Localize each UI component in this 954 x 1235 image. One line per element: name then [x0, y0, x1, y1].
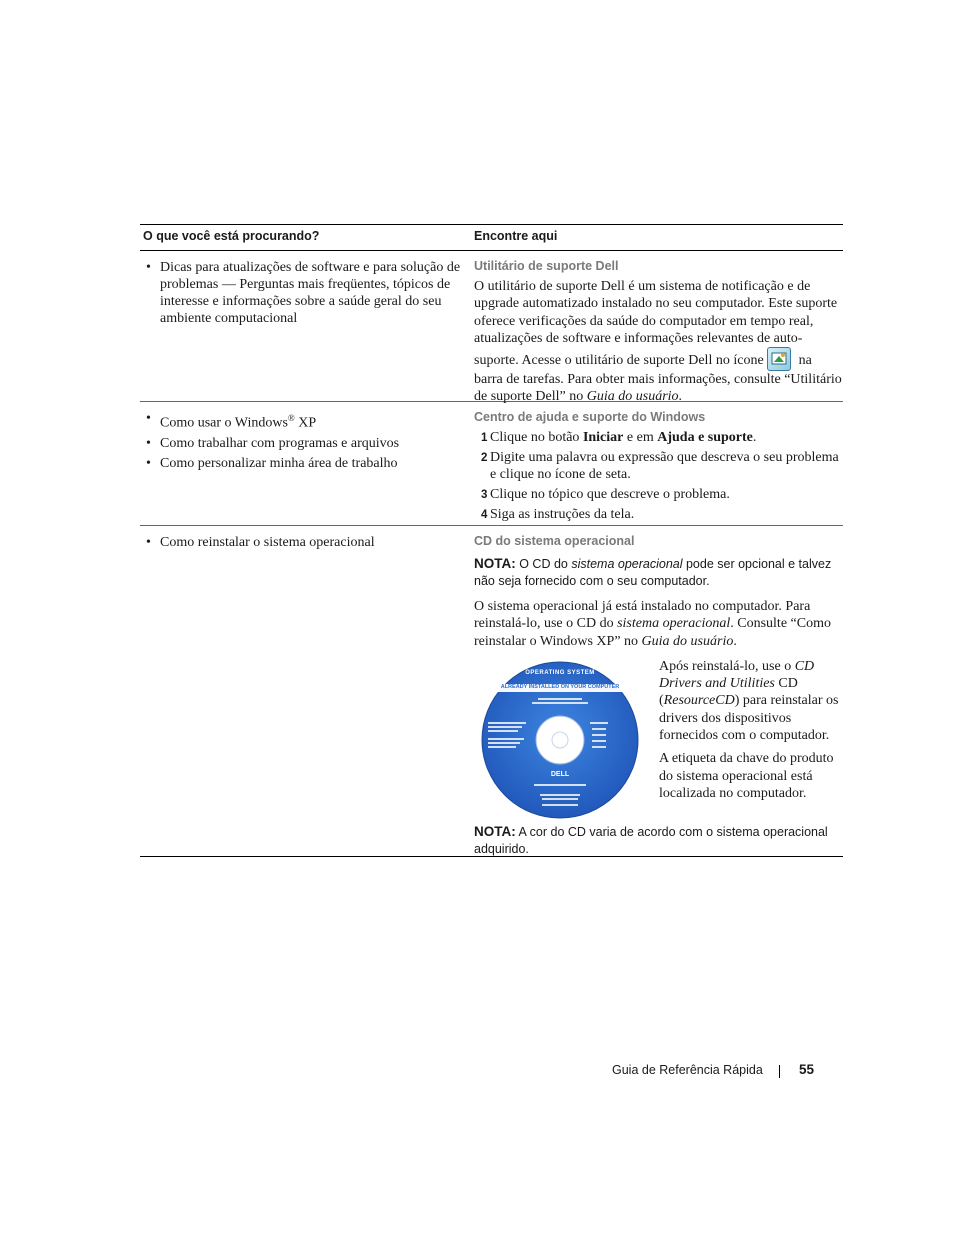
bullet-item: • Como reinstalar o sistema operacional: [140, 534, 465, 551]
bullet-item: • Como personalizar minha área de trabalho: [140, 455, 465, 472]
dell-logo: DELL: [550, 770, 570, 778]
table-header: [140, 225, 843, 251]
footer-divider: [779, 1065, 780, 1078]
table-row: [140, 251, 843, 405]
bullet-item: • Como trabalhar com programas e arquivos: [140, 435, 465, 452]
row1-left: [140, 259, 465, 330]
row2-left: [140, 410, 465, 475]
info-table: [140, 224, 843, 857]
bullet-item: • Como usar o Windows® XP: [140, 410, 465, 432]
table-row: [140, 526, 843, 857]
row3-right: [474, 534, 843, 858]
paragraph: A etiqueta da chave do produto do sistema operacional está localizada no computador.: [659, 751, 834, 801]
section-title: CD do sistema operacional: [474, 534, 635, 548]
cd-label-band: ALREADY INSTALLED ON YOUR COMPUTER: [500, 683, 620, 690]
page-footer: [0, 1061, 954, 1081]
table-row: [140, 402, 843, 526]
page-number: 55: [799, 1062, 815, 1077]
os-cd-image: [480, 660, 640, 820]
note: NOTA: O CD do sistema operacional pode ser opcional e talvez não seja fornecido com o seu computador.: [474, 556, 832, 588]
step-item: 2 Digite uma palavra ou expressão que descreva o seu problema e clique no ícone de seta.: [481, 450, 839, 482]
cd-label-top: OPERATING SYSTEM: [525, 669, 595, 676]
note: NOTA: A cor do CD varia de acordo com o sistema operacional adquirido.: [474, 823, 828, 856]
header-left: O que você está procurando?: [143, 229, 320, 243]
paragraph: O utilitário de suporte Dell é um sistema de notificação e de upgrade automatizado instalado no seu computador. Este suporte oferece verificações da saúde do computador em tempo real, atualizações de software e informações relevantes de auto-suporte. Acesse o utilitário de suporte Dell no ícone na barra de tarefas. Para obter mais informações, consulte “Utilitário de suporte Dell” no Guia do usuário.: [474, 279, 842, 405]
step-item: 3 Clique no tópico que descreve o problema.: [481, 487, 730, 502]
paragraph: O sistema operacional já está instalado no computador. Para reinstalá-lo, use o CD do sistema operacional. Consulte “Como reinstalar o Windows XP” no Guia do usuário.: [474, 599, 831, 649]
header-right: Encontre aqui: [474, 229, 558, 243]
row3-left: [140, 534, 465, 554]
dell-support-icon: [767, 347, 791, 371]
step-item: 1 Clique no botão Iniciar e em Ajuda e suporte.: [481, 430, 757, 445]
row2-right: [474, 410, 843, 526]
section-title: Utilitário de suporte Dell: [474, 259, 619, 273]
section-title: Centro de ajuda e suporte do Windows: [474, 410, 706, 424]
cd-section: [474, 658, 843, 823]
step-item: 4 Siga as instruções da tela.: [481, 507, 635, 522]
bullet-item: • Dicas para atualizações de software e para solução de problemas — Perguntas mais freqüentes, tópicos de interesse e informações sobre a saúde geral do seu ambiente computacional: [140, 259, 465, 327]
paragraph: Após reinstalá-lo, use o CD Drivers and Utilities CD (ResourceCD) para reinstalar os drivers dos dispositivos fornecidos com o computador.: [659, 658, 839, 744]
row1-right: [474, 259, 843, 406]
guide-title: Guia de Referência Rápida: [612, 1063, 763, 1077]
cd-description: [659, 658, 843, 802]
